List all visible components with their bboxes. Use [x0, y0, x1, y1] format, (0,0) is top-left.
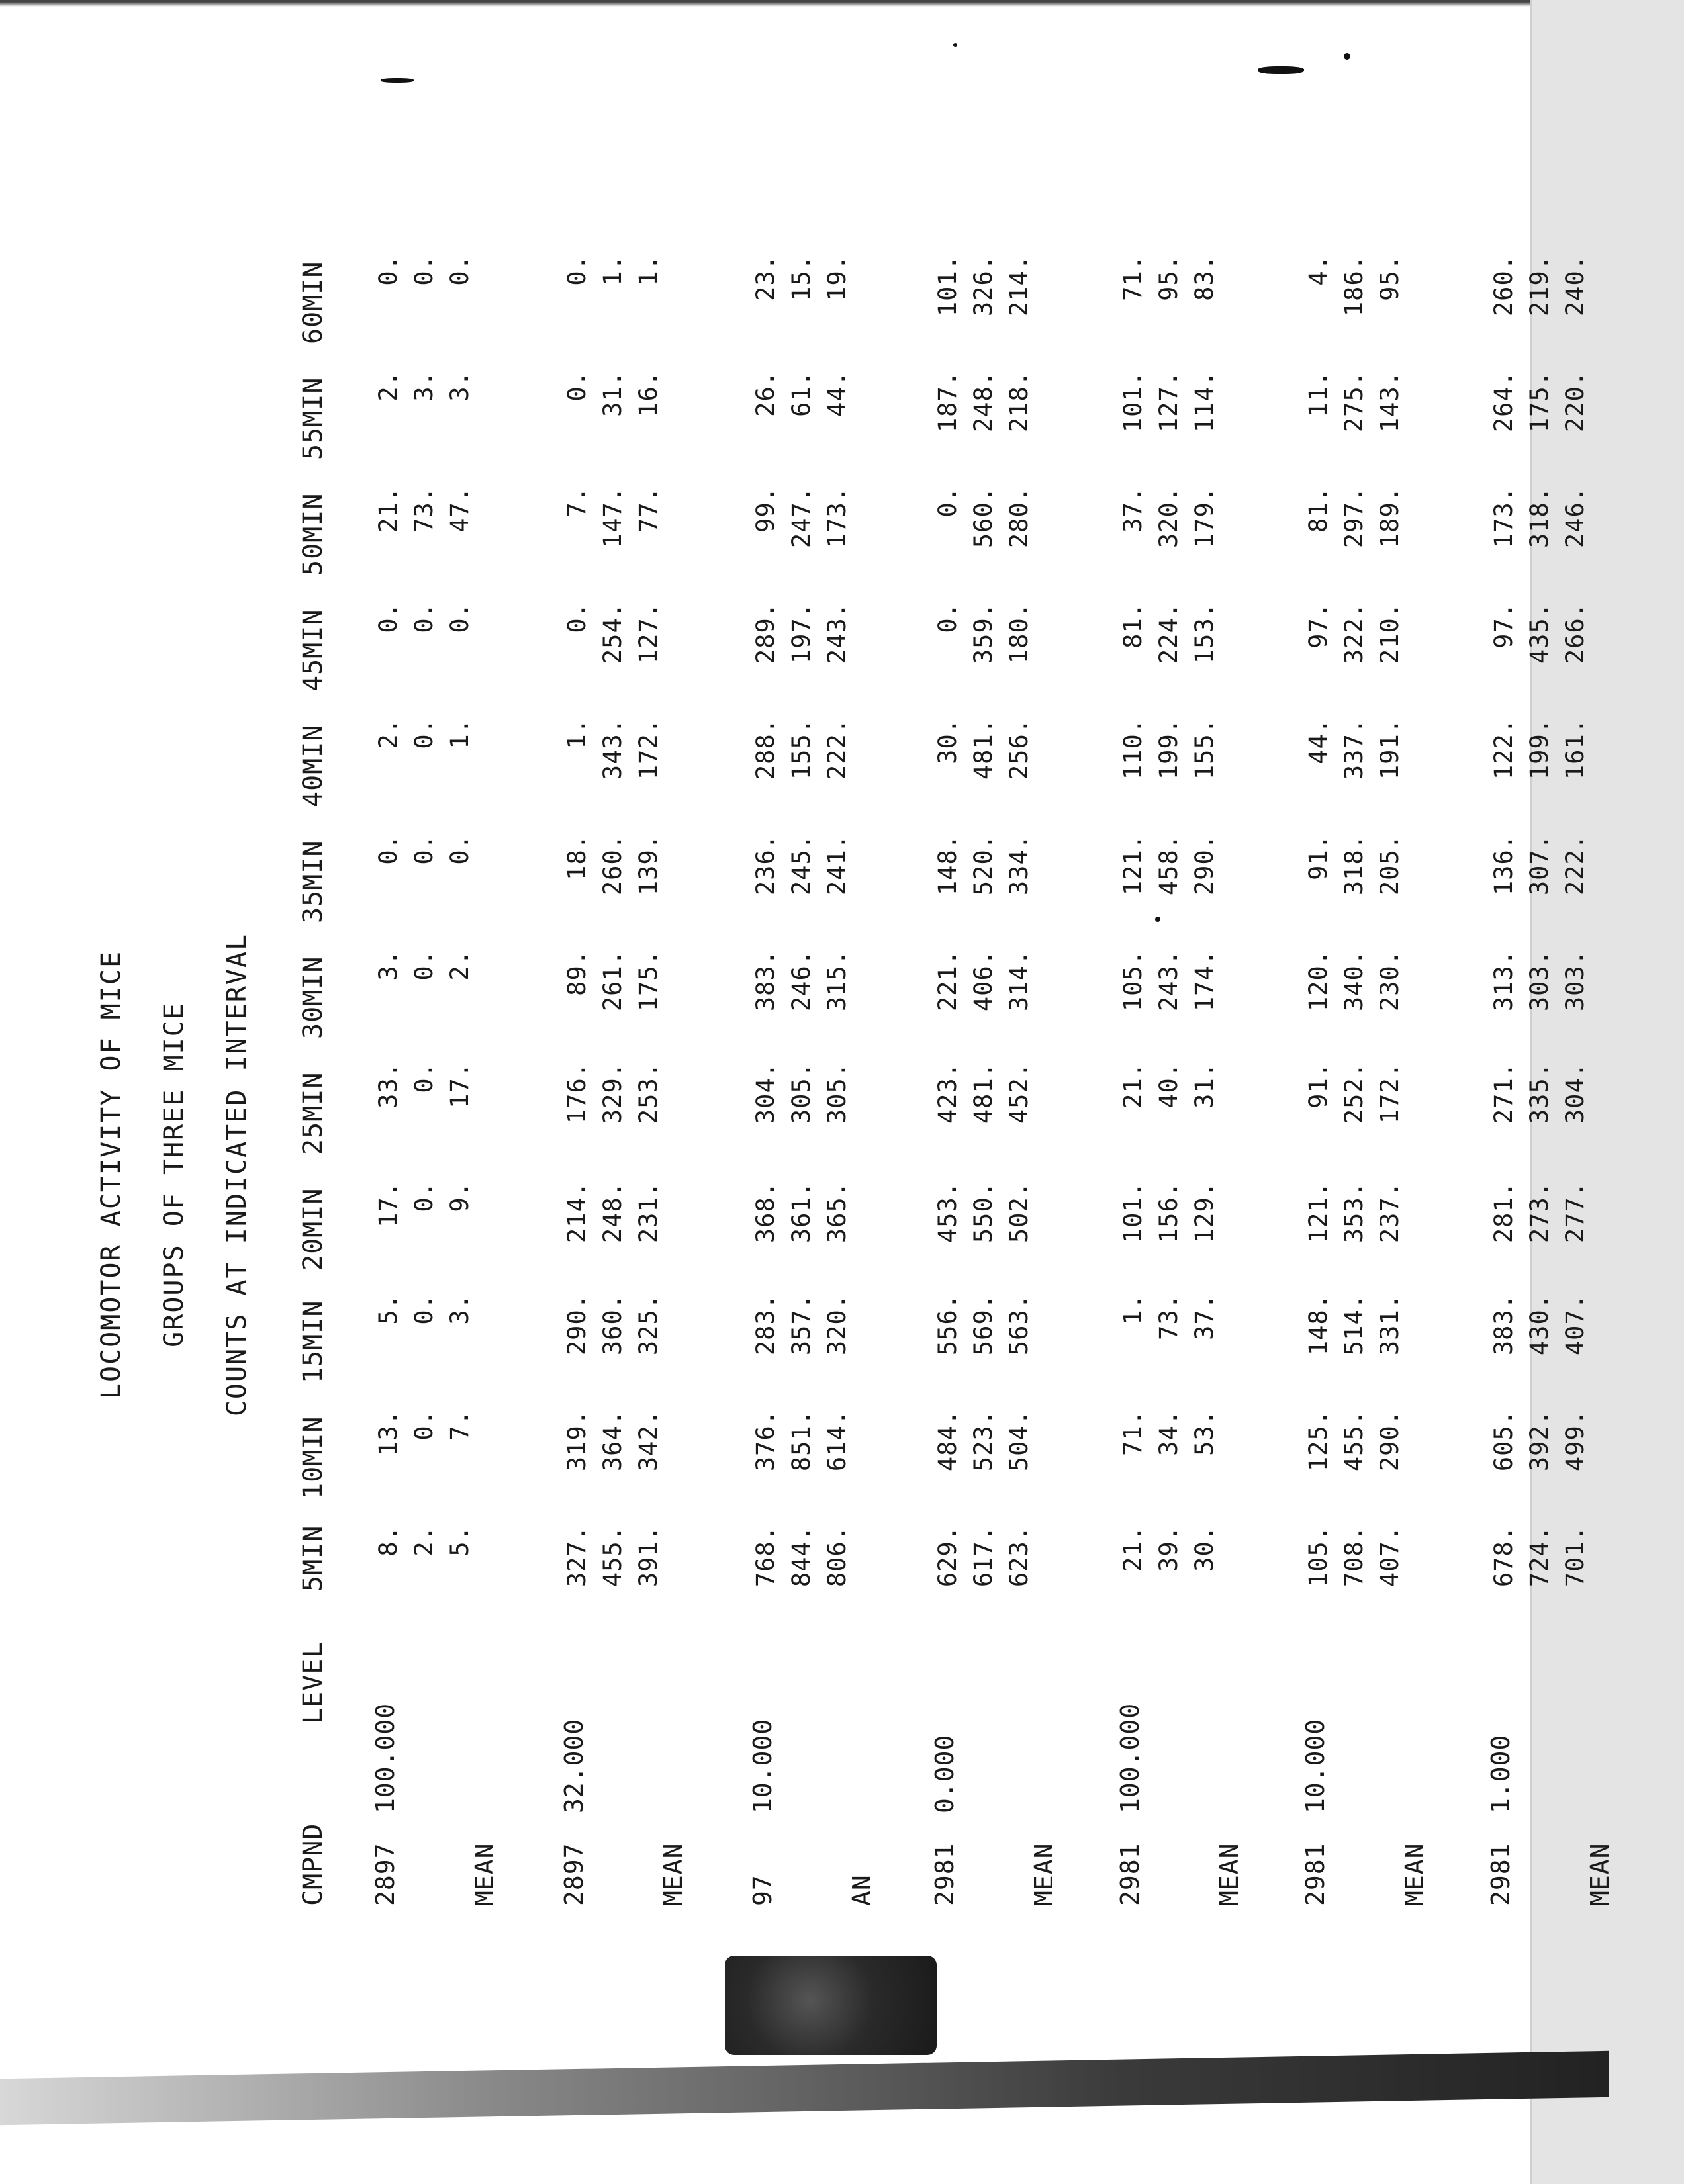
count-cell: 0.	[410, 950, 438, 981]
mean-value-cell: 280.	[1005, 486, 1033, 549]
count-cell: 617.	[969, 1525, 998, 1588]
count-cell: 1.	[598, 255, 627, 286]
count-cell: 0.	[374, 602, 402, 633]
mean-value-cell: 0.	[445, 602, 474, 633]
count-cell: 678.	[1489, 1525, 1518, 1588]
count-cell: 514.	[1340, 1294, 1368, 1356]
mean-value-cell: 19.	[823, 255, 851, 301]
mean-label: MEAN	[1029, 1843, 1058, 1906]
mean-value-cell: 499.	[1561, 1410, 1589, 1472]
header-5min: 5MIN	[298, 1525, 328, 1592]
count-cell: 125.	[1304, 1410, 1333, 1472]
count-cell: 224.	[1154, 602, 1183, 664]
cmpnd-label: 2897	[371, 1843, 400, 1906]
count-cell: 724.	[1525, 1525, 1554, 1588]
count-cell: 39.	[1154, 1525, 1183, 1572]
count-cell: 260.	[598, 834, 627, 896]
count-cell: 0.	[410, 255, 438, 286]
mean-value-cell: 220.	[1561, 371, 1589, 433]
count-cell: 318.	[1525, 486, 1554, 549]
mean-value-cell: 305.	[823, 1062, 851, 1124]
count-cell: 248.	[969, 371, 998, 433]
count-cell: 361.	[787, 1181, 816, 1244]
scan-speck	[381, 78, 414, 83]
count-cell: 18.	[563, 834, 591, 880]
count-cell: 844.	[787, 1525, 816, 1588]
count-cell: 0.	[374, 255, 402, 286]
count-cell: 8.	[374, 1525, 402, 1557]
mean-value-cell: 246.	[1561, 486, 1589, 549]
count-cell: 0.	[410, 1062, 438, 1093]
mean-value-cell: 303.	[1561, 950, 1589, 1012]
count-cell: 261.	[598, 950, 627, 1012]
mean-value-cell: 2.	[445, 950, 474, 981]
mean-value-cell: 205.	[1376, 834, 1404, 896]
count-cell: 11.	[1304, 371, 1333, 417]
count-cell: 1.	[1119, 1294, 1147, 1325]
count-cell: 0.	[933, 602, 962, 633]
count-cell: 357.	[787, 1294, 816, 1356]
level-value: 0.000	[930, 1734, 959, 1813]
count-cell: 71.	[1119, 1410, 1147, 1456]
mean-value-cell: 243.	[823, 602, 851, 664]
mean-value-cell: 331.	[1376, 1294, 1404, 1356]
count-cell: 187.	[933, 371, 962, 433]
count-cell: 320.	[1154, 486, 1183, 549]
count-cell: 326.	[969, 255, 998, 317]
cmpnd-label: 97	[748, 1874, 777, 1906]
count-cell: 40.	[1154, 1062, 1183, 1109]
count-cell: 453.	[933, 1181, 962, 1244]
count-cell: 305.	[787, 1062, 816, 1124]
mean-value-cell: 365.	[823, 1181, 851, 1244]
count-cell: 3.	[410, 371, 438, 402]
mean-value-cell: 155.	[1190, 718, 1219, 780]
header-45min: 45MIN	[298, 608, 328, 692]
count-cell: 243.	[1154, 950, 1183, 1012]
count-cell: 219.	[1525, 255, 1554, 317]
count-cell: 246.	[787, 950, 816, 1012]
mean-label: AN	[847, 1874, 876, 1906]
count-cell: 81.	[1119, 602, 1147, 649]
count-cell: 121.	[1119, 834, 1147, 896]
cmpnd-label: 2981	[1115, 1843, 1145, 1906]
count-cell: 271.	[1489, 1062, 1518, 1124]
mean-value-cell: 266.	[1561, 602, 1589, 664]
mean-value-cell: 614.	[823, 1410, 851, 1472]
mean-value-cell: 175.	[634, 950, 663, 1012]
count-cell: 148.	[1304, 1294, 1333, 1356]
mean-value-cell: 334.	[1005, 834, 1033, 896]
doc-title: LOCOMOTOR ACTIVITY OF MICE	[96, 950, 126, 1400]
count-cell: 176.	[563, 1062, 591, 1124]
header-level: LEVEL	[298, 1641, 328, 1724]
count-cell: 304.	[751, 1062, 780, 1124]
mean-value-cell: 210.	[1376, 602, 1404, 664]
count-cell: 30.	[933, 718, 962, 764]
count-cell: 97.	[1304, 602, 1333, 649]
count-cell: 0.	[410, 1410, 438, 1441]
count-cell: 120.	[1304, 950, 1333, 1012]
count-cell: 37.	[1119, 486, 1147, 533]
rotated-page	[0, 165, 1684, 2184]
count-cell: 21.	[1119, 1062, 1147, 1109]
mean-value-cell: 241.	[823, 834, 851, 896]
mean-value-cell: 701.	[1561, 1525, 1589, 1588]
count-cell: 289.	[751, 602, 780, 664]
mean-value-cell: 143.	[1376, 371, 1404, 433]
count-cell: 288.	[751, 718, 780, 780]
count-cell: 61.	[787, 371, 816, 417]
count-cell: 197.	[787, 602, 816, 664]
count-cell: 252.	[1340, 1062, 1368, 1124]
count-cell: 435.	[1525, 602, 1554, 664]
mean-value-cell: 114.	[1190, 371, 1219, 433]
count-cell: 851.	[787, 1410, 816, 1472]
mean-value-cell: 304.	[1561, 1062, 1589, 1124]
count-cell: 21.	[374, 486, 402, 533]
count-cell: 105.	[1119, 950, 1147, 1012]
count-cell: 2.	[374, 371, 402, 402]
count-cell: 318.	[1340, 834, 1368, 896]
header-30min: 30MIN	[298, 956, 328, 1039]
mean-label: MEAN	[1585, 1843, 1614, 1906]
mean-value-cell: 30.	[1190, 1525, 1219, 1572]
count-cell: 359.	[969, 602, 998, 664]
level-value: 10.000	[748, 1718, 777, 1813]
mean-value-cell: 180.	[1005, 602, 1033, 664]
count-cell: 13.	[374, 1410, 402, 1456]
cmpnd-label: 2981	[1486, 1843, 1515, 1906]
count-cell: 97.	[1489, 602, 1518, 649]
doc-caption: COUNTS AT INDICATED INTERVAL	[222, 933, 252, 1417]
count-cell: 283.	[751, 1294, 780, 1356]
count-cell: 322.	[1340, 602, 1368, 664]
mean-label: MEAN	[659, 1843, 688, 1906]
cmpnd-label: 2981	[1301, 1843, 1330, 1906]
mean-value-cell: 139.	[634, 834, 663, 896]
count-cell: 337.	[1340, 718, 1368, 780]
count-cell: 329.	[598, 1062, 627, 1124]
cmpnd-label: 2981	[930, 1843, 959, 1906]
mean-value-cell: 44.	[823, 371, 851, 417]
header-60min: 60MIN	[298, 261, 328, 344]
count-cell: 101.	[933, 255, 962, 317]
count-cell: 264.	[1489, 371, 1518, 433]
count-cell: 0.	[563, 371, 591, 402]
count-cell: 248.	[598, 1181, 627, 1244]
count-cell: 290.	[563, 1294, 591, 1356]
mean-value-cell: 3.	[445, 371, 474, 402]
count-cell: 186.	[1340, 255, 1368, 317]
mean-value-cell: 172.	[634, 718, 663, 780]
mean-value-cell: 407.	[1561, 1294, 1589, 1356]
count-cell: 260.	[1489, 255, 1518, 317]
count-cell: 0.	[410, 602, 438, 633]
count-cell: 254.	[598, 602, 627, 664]
header-35min: 35MIN	[298, 840, 328, 923]
count-cell: 31.	[598, 371, 627, 417]
mean-value-cell: 47.	[445, 486, 474, 533]
count-cell: 383.	[751, 950, 780, 1012]
header-10min: 10MIN	[298, 1416, 328, 1499]
count-cell: 481.	[969, 1062, 998, 1124]
mean-value-cell: 5.	[445, 1525, 474, 1557]
count-cell: 101.	[1119, 1181, 1147, 1244]
count-cell: 343.	[598, 718, 627, 780]
count-cell: 523.	[969, 1410, 998, 1472]
count-cell: 7.	[563, 486, 591, 518]
count-cell: 0.	[933, 486, 962, 518]
count-cell: 33.	[374, 1062, 402, 1109]
mean-value-cell: 37.	[1190, 1294, 1219, 1340]
count-cell: 307.	[1525, 834, 1554, 896]
count-cell: 458.	[1154, 834, 1183, 896]
mean-label: MEAN	[1215, 1843, 1244, 1906]
scan-speck	[1258, 66, 1304, 74]
mean-value-cell: 3.	[445, 1294, 474, 1325]
count-cell: 484.	[933, 1410, 962, 1472]
mean-value-cell: 315.	[823, 950, 851, 1012]
count-cell: 173.	[1489, 486, 1518, 549]
mean-value-cell: 391.	[634, 1525, 663, 1588]
cmpnd-label: 2897	[559, 1843, 588, 1906]
mean-value-cell: 0.	[445, 255, 474, 286]
count-cell: 376.	[751, 1410, 780, 1472]
mean-label: MEAN	[1400, 1843, 1429, 1906]
count-cell: 0.	[410, 1294, 438, 1325]
count-cell: 155.	[787, 718, 816, 780]
count-cell: 569.	[969, 1294, 998, 1356]
mean-value-cell: 256.	[1005, 718, 1033, 780]
mean-value-cell: 623.	[1005, 1525, 1033, 1588]
mean-value-cell: 230.	[1376, 950, 1404, 1012]
mean-value-cell: 77.	[634, 486, 663, 533]
mean-value-cell: 290.	[1376, 1410, 1404, 1472]
header-cmpnd: CMPND	[298, 1823, 328, 1906]
count-cell: 281.	[1489, 1181, 1518, 1244]
count-cell: 303.	[1525, 950, 1554, 1012]
mean-value-cell: 563.	[1005, 1294, 1033, 1356]
mean-value-cell: 218.	[1005, 371, 1033, 433]
count-cell: 15.	[787, 255, 816, 301]
mean-value-cell: 0.	[445, 834, 474, 865]
level-value: 100.000	[1115, 1702, 1145, 1813]
count-cell: 121.	[1304, 1181, 1333, 1244]
header-40min: 40MIN	[298, 724, 328, 807]
count-cell: 105.	[1304, 1525, 1333, 1588]
count-cell: 5.	[374, 1294, 402, 1325]
count-cell: 214.	[563, 1181, 591, 1244]
count-cell: 273.	[1525, 1181, 1554, 1244]
count-cell: 423.	[933, 1062, 962, 1124]
count-cell: 3.	[374, 950, 402, 981]
mean-value-cell: 231.	[634, 1181, 663, 1244]
count-cell: 392.	[1525, 1410, 1554, 1472]
mean-value-cell: 9.	[445, 1181, 474, 1212]
count-cell: 23.	[751, 255, 780, 301]
count-cell: 199.	[1525, 718, 1554, 780]
count-cell: 148.	[933, 834, 962, 896]
count-cell: 383.	[1489, 1294, 1518, 1356]
count-cell: 313.	[1489, 950, 1518, 1012]
count-cell: 122.	[1489, 718, 1518, 780]
count-cell: 360.	[598, 1294, 627, 1356]
count-cell: 0.	[410, 718, 438, 749]
count-cell: 34.	[1154, 1410, 1183, 1456]
mean-value-cell: 277.	[1561, 1181, 1589, 1244]
level-value: 100.000	[371, 1702, 400, 1813]
count-cell: 156.	[1154, 1181, 1183, 1244]
count-cell: 629.	[933, 1525, 962, 1588]
count-cell: 175.	[1525, 371, 1554, 433]
count-cell: 340.	[1340, 950, 1368, 1012]
mean-value-cell: 173.	[823, 486, 851, 549]
mean-value-cell: 172.	[1376, 1062, 1404, 1124]
count-cell: 147.	[598, 486, 627, 549]
count-cell: 0.	[563, 255, 591, 286]
count-cell: 550.	[969, 1181, 998, 1244]
count-cell: 0.	[563, 602, 591, 633]
mean-value-cell: 129.	[1190, 1181, 1219, 1244]
count-cell: 91.	[1304, 1062, 1333, 1109]
mean-value-cell: 222.	[823, 718, 851, 780]
mean-value-cell: 502.	[1005, 1181, 1033, 1244]
doc-subtitle: GROUPS OF THREE MICE	[159, 1002, 189, 1347]
count-cell: 0.	[374, 834, 402, 865]
count-cell: 319.	[563, 1410, 591, 1472]
count-cell: 406.	[969, 950, 998, 1012]
count-cell: 708.	[1340, 1525, 1368, 1588]
mean-value-cell: 407.	[1376, 1525, 1404, 1588]
count-cell: 327.	[563, 1525, 591, 1588]
count-cell: 73.	[410, 486, 438, 533]
count-cell: 520.	[969, 834, 998, 896]
mean-value-cell: 161.	[1561, 718, 1589, 780]
mean-value-cell: 806.	[823, 1525, 851, 1588]
count-cell: 21.	[1119, 1525, 1147, 1572]
level-value: 1.000	[1486, 1734, 1515, 1813]
mean-value-cell: 174.	[1190, 950, 1219, 1012]
count-cell: 26.	[751, 371, 780, 417]
mean-value-cell: 240.	[1561, 255, 1589, 317]
count-cell: 44.	[1304, 718, 1333, 764]
count-cell: 481.	[969, 718, 998, 780]
count-cell: 556.	[933, 1294, 962, 1356]
count-cell: 17.	[374, 1181, 402, 1228]
count-cell: 81.	[1304, 486, 1333, 533]
header-55min: 55MIN	[298, 377, 328, 460]
mean-value-cell: 83.	[1190, 255, 1219, 301]
mean-value-cell: 16.	[634, 371, 663, 417]
mean-value-cell: 191.	[1376, 718, 1404, 780]
count-cell: 768.	[751, 1525, 780, 1588]
mean-value-cell: 320.	[823, 1294, 851, 1356]
mean-value-cell: 314.	[1005, 950, 1033, 1012]
count-cell: 1.	[563, 718, 591, 749]
mean-value-cell: 1.	[634, 255, 663, 286]
level-value: 10.000	[1301, 1718, 1330, 1813]
scan-edge-top	[0, 0, 1684, 7]
mean-value-cell: 325.	[634, 1294, 663, 1356]
level-value: 32.000	[559, 1718, 588, 1813]
mean-value-cell: 1.	[445, 718, 474, 749]
scan-speck	[953, 43, 957, 47]
count-cell: 335.	[1525, 1062, 1554, 1124]
mean-value-cell: 237.	[1376, 1181, 1404, 1244]
count-cell: 275.	[1340, 371, 1368, 433]
count-cell: 0.	[410, 834, 438, 865]
count-cell: 430.	[1525, 1294, 1554, 1356]
count-cell: 236.	[751, 834, 780, 896]
mean-value-cell: 179.	[1190, 486, 1219, 549]
header-50min: 50MIN	[298, 492, 328, 576]
mean-value-cell: 153.	[1190, 602, 1219, 664]
count-cell: 89.	[563, 950, 591, 996]
count-cell: 247.	[787, 486, 816, 549]
mean-value-cell: 504.	[1005, 1410, 1033, 1472]
mean-value-cell: 127.	[634, 602, 663, 664]
mean-value-cell: 222.	[1561, 834, 1589, 896]
count-cell: 2.	[374, 718, 402, 749]
count-cell: 2.	[410, 1525, 438, 1557]
count-cell: 560.	[969, 486, 998, 549]
mean-value-cell: 95.	[1376, 255, 1404, 301]
count-cell: 297.	[1340, 486, 1368, 549]
mean-value-cell: 290.	[1190, 834, 1219, 896]
mean-value-cell: 17.	[445, 1062, 474, 1109]
header-20min: 20MIN	[298, 1187, 328, 1271]
count-cell: 364.	[598, 1410, 627, 1472]
count-cell: 0.	[410, 1181, 438, 1212]
count-cell: 4.	[1304, 255, 1333, 286]
count-cell: 99.	[751, 486, 780, 533]
count-cell: 245.	[787, 834, 816, 896]
mean-value-cell: 342.	[634, 1410, 663, 1472]
count-cell: 101.	[1119, 371, 1147, 433]
scan-speck	[1344, 53, 1350, 60]
header-15min: 15MIN	[298, 1300, 328, 1383]
mean-value-cell: 31.	[1190, 1062, 1219, 1109]
count-cell: 199.	[1154, 718, 1183, 780]
count-cell: 605.	[1489, 1410, 1518, 1472]
count-cell: 353.	[1340, 1181, 1368, 1244]
header-25min: 25MIN	[298, 1071, 328, 1155]
count-cell: 455.	[1340, 1410, 1368, 1472]
count-cell: 71.	[1119, 255, 1147, 301]
mean-value-cell: 53.	[1190, 1410, 1219, 1456]
mean-value-cell: 452.	[1005, 1062, 1033, 1124]
mean-label: MEAN	[470, 1843, 499, 1906]
count-cell: 221.	[933, 950, 962, 1012]
count-cell: 91.	[1304, 834, 1333, 880]
mean-value-cell: 253.	[634, 1062, 663, 1124]
count-cell: 110.	[1119, 718, 1147, 780]
count-cell: 127.	[1154, 371, 1183, 433]
count-cell: 368.	[751, 1181, 780, 1244]
count-cell: 136.	[1489, 834, 1518, 896]
count-cell: 73.	[1154, 1294, 1183, 1340]
mean-value-cell: 214.	[1005, 255, 1033, 317]
mean-value-cell: 189.	[1376, 486, 1404, 549]
count-cell: 95.	[1154, 255, 1183, 301]
mean-value-cell: 7.	[445, 1410, 474, 1441]
count-cell: 455.	[598, 1525, 627, 1588]
